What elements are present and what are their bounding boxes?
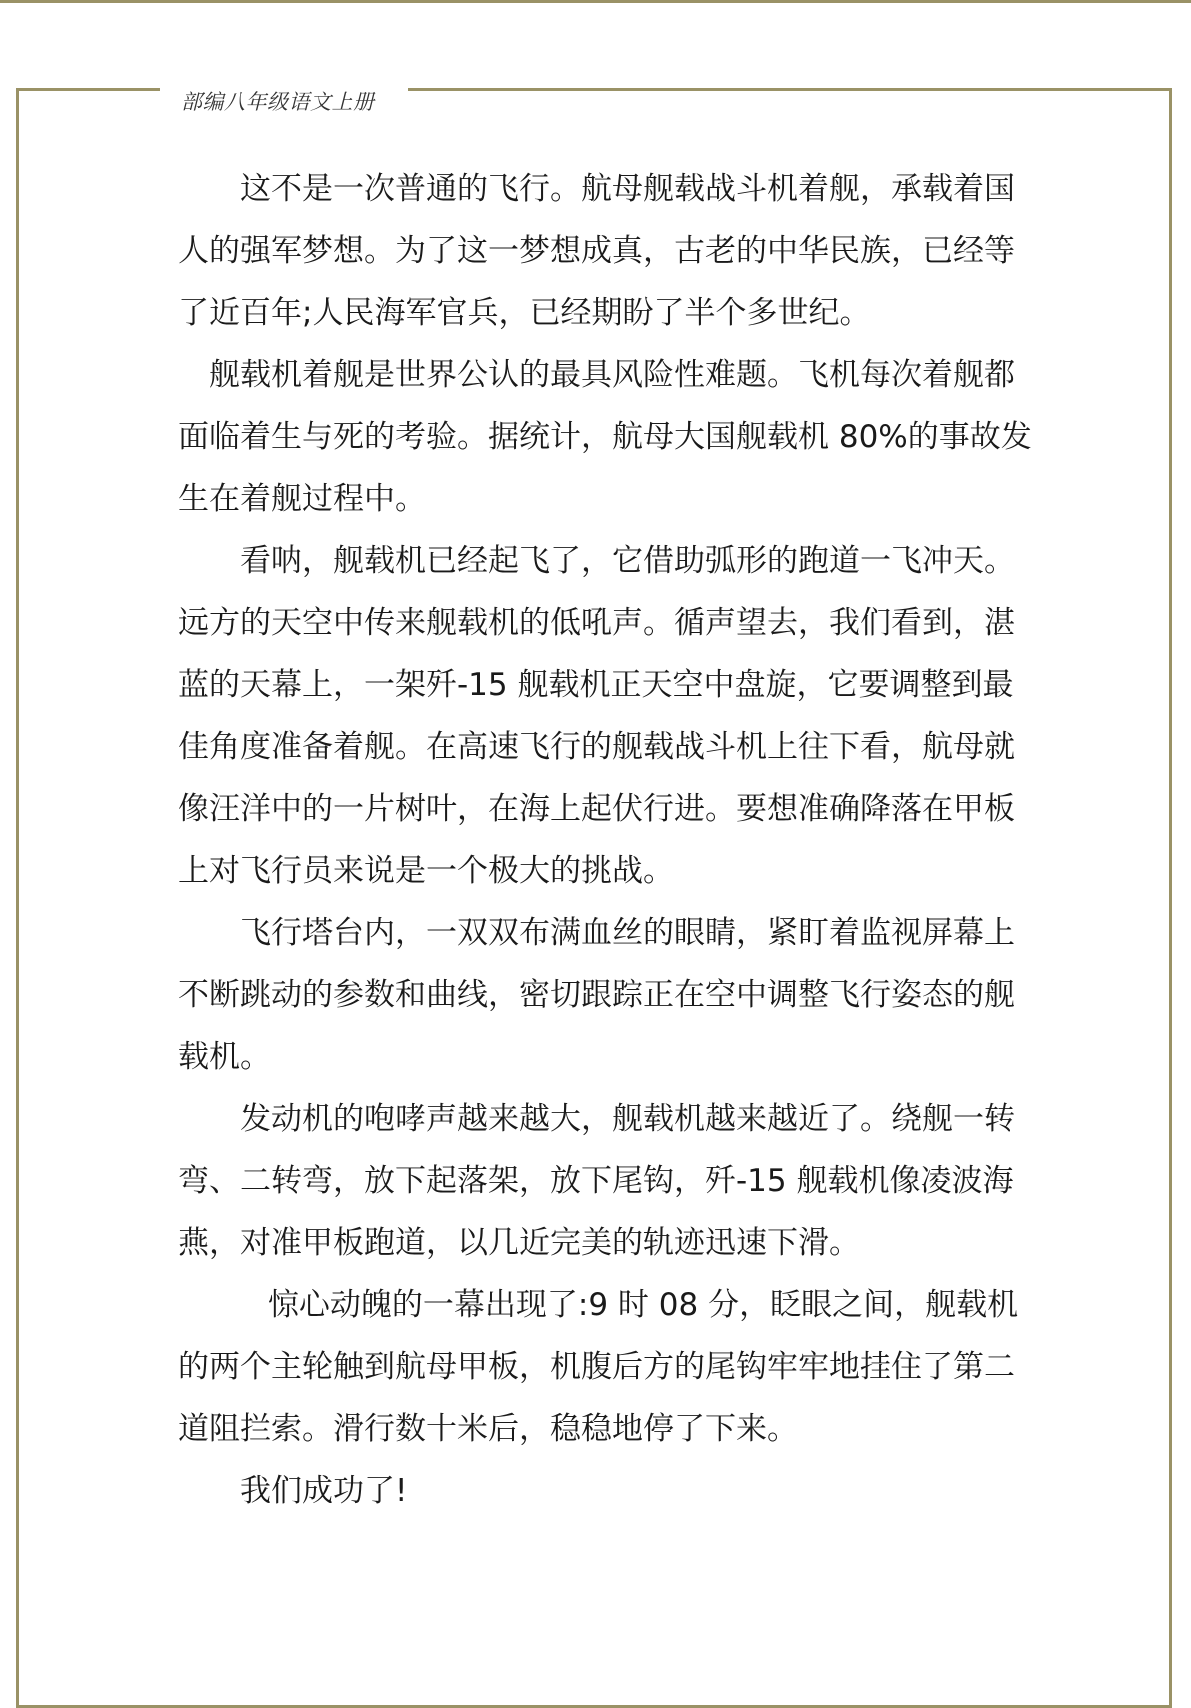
top-rule <box>0 0 1191 3</box>
paragraph-4: 飞行塔台内，一双双布满血丝的眼睛，紧盯着监视屏幕上不断跳动的参数和曲线，密切跟踪正在空中调整飞行姿态的舰载机。 <box>178 915 1015 1075</box>
paragraph-1: 这不是一次普通的飞行。航母舰载战斗机着舰，承载着国人的强军梦想。为了这一梦想成真，古老的中华民族，已经等了近百年;人民海军官兵，已经期盼了半个多世纪。 <box>178 171 1015 331</box>
paragraph-7: 我们成功了! <box>240 1473 408 1509</box>
paragraph-2: 舰载机着舰是世界公认的最具风险性难题。飞机每次着舰都面临着生与死的考验。据统计，航母大国舰载机 80%的事故发生在着舰过程中。 <box>178 357 1032 517</box>
article-body <box>178 158 1038 1522</box>
running-header: 部编八年级语文上册 <box>181 90 375 114</box>
paragraph-3: 看呐，舰载机已经起飞了，它借助弧形的跑道一飞冲天。远方的天空中传来舰载机的低吼声。循声望去，我们看到，湛蓝的天幕上，一架歼-15 舰载机正天空中盘旋，它要调整到最佳角度准备着舰。在高速飞行的舰载战斗机上往下看，航母就像汪洋中的一片树叶，在海上起伏行进。要想准确降落在甲板上对飞行员来说是一个极大的挑战。 <box>178 543 1015 889</box>
paragraph-5: 发动机的咆哮声越来越大，舰载机越来越近了。绕舰一转弯、二转弯，放下起落架，放下尾钩，歼-15 舰载机像凌波海燕，对准甲板跑道，以几近完美的轨迹迅速下滑。 <box>178 1101 1015 1261</box>
paragraph-6: 惊心动魄的一幕出现了:9 时 08 分，眨眼之间，舰载机的两个主轮触到航母甲板，机腹后方的尾钩牢牢地挂住了第二道阻拦索。滑行数十米后，稳稳地停了下来。 <box>178 1287 1019 1447</box>
